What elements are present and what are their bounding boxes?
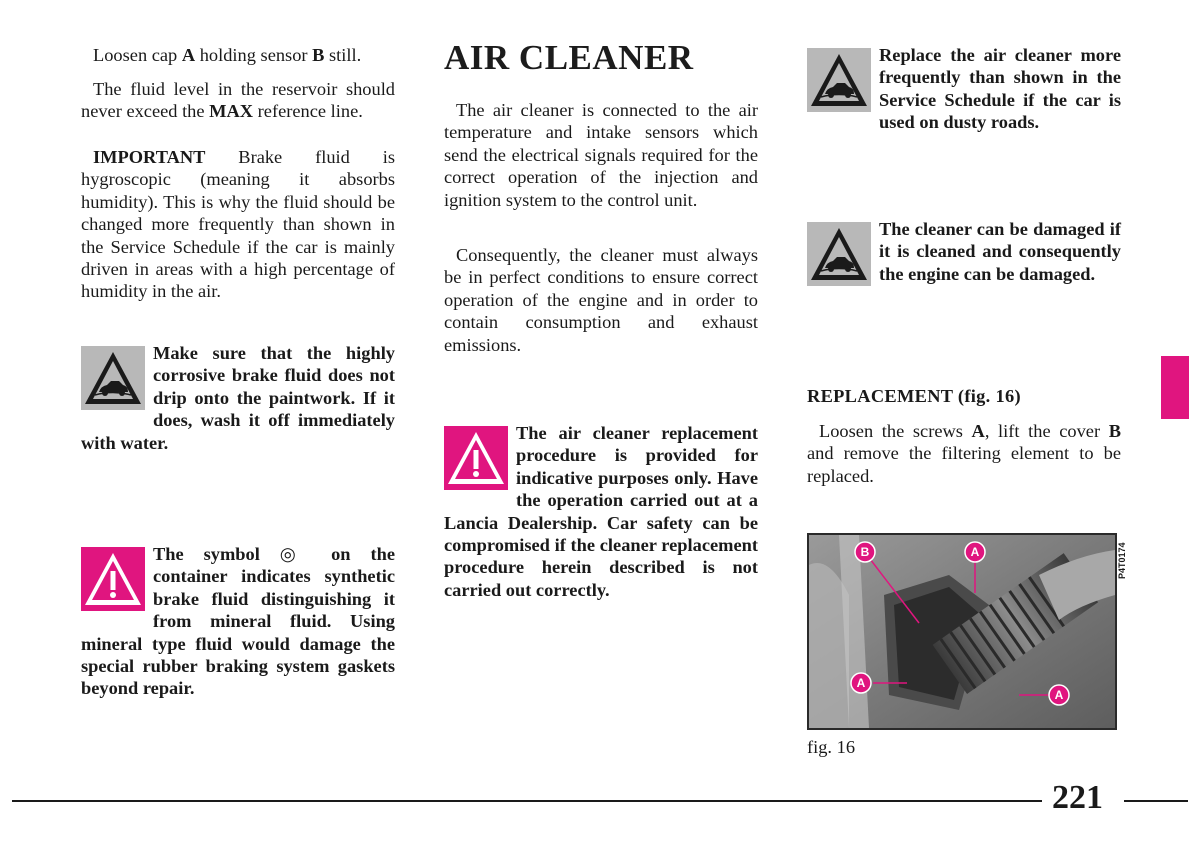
replacement-subheading: REPLACEMENT (fig. 16) xyxy=(807,386,1021,406)
figure-callout-b: B xyxy=(860,545,870,559)
warning-replacement-procedure: The air cleaner replacement procedure is provided for indicative purposes only. Have the operation carried out at a Lancia Dealership. Car safety can be compromised if the cleaner replacement procedure herein described is not carried out correctly. xyxy=(444,423,758,600)
car-hazard-warning-icon xyxy=(807,222,871,286)
page-number: 221 xyxy=(1052,779,1103,816)
paragraph-fluid-level: The fluid level in the reservoir should never exceed the MAX reference line. xyxy=(81,79,395,122)
danger-warning-icon xyxy=(81,547,145,611)
footer-rule-left xyxy=(12,800,1042,802)
air-cleaner-photo-illustration xyxy=(809,535,1115,728)
paragraph-replacement-steps: Loosen the screws A, lift the cover B and remove the filtering element to be replaced. xyxy=(807,421,1121,486)
air-cleaner-figure xyxy=(807,533,1117,730)
car-hazard-warning-icon xyxy=(81,346,145,410)
danger-warning-icon xyxy=(444,426,508,490)
car-hazard-warning-icon xyxy=(807,48,871,112)
paragraph-loosen-cap: Loosen cap A holding sensor B still. xyxy=(93,45,362,65)
figure-callout-a: A xyxy=(970,545,980,559)
warning-synthetic-fluid: The symbol ◎ on the container indicates synthetic brake fluid distinguishing it from mineral fluid. Using mineral type fluid would damage the special rubber braking system gaskets beyond repair. xyxy=(81,544,395,699)
figure-callout-a: A xyxy=(1054,688,1064,702)
warning-corrosive-fluid: Make sure that the highly corrosive brake fluid does not drip onto the paintwork. If it does, wash it off immediately with water. xyxy=(81,343,395,453)
warning-cleaner-damage: The cleaner can be damaged if it is cleaned and consequently the engine can be damaged. xyxy=(807,218,1121,288)
synthetic-fluid-symbol: ◎ xyxy=(279,544,312,564)
section-thumb-tab xyxy=(1161,356,1189,419)
paragraph-air-cleaner-condition: Consequently, the cleaner must always be in perfect conditions to ensure correct operation of the engine and in order to contain consumption and exhaust emissions. xyxy=(444,245,758,355)
paragraph-important-hygroscopic: IMPORTANT Brake fluid is hygroscopic (meaning it absorbs humidity). This is why the fluid should be changed more frequently than shown in the Service Schedule if the car is mainly driven in areas with a high percentage of humidity in the air. xyxy=(81,147,395,302)
footer-rule-right xyxy=(1124,800,1188,802)
figure-callout-a: A xyxy=(856,676,866,690)
section-title: AIR CLEANER xyxy=(444,38,694,77)
figure-caption: fig. 16 xyxy=(807,737,856,757)
warning-dusty-roads: Replace the air cleaner more frequently than shown in the Service Schedule if the car is used on dusty roads. xyxy=(807,44,1121,134)
figure-code: P4T0174 xyxy=(1117,542,1127,580)
paragraph-air-cleaner-intro: The air cleaner is connected to the air temperature and intake sensors which send the electrical signals required for the correct operation of the injection and ignition system to the control unit. xyxy=(444,100,758,210)
